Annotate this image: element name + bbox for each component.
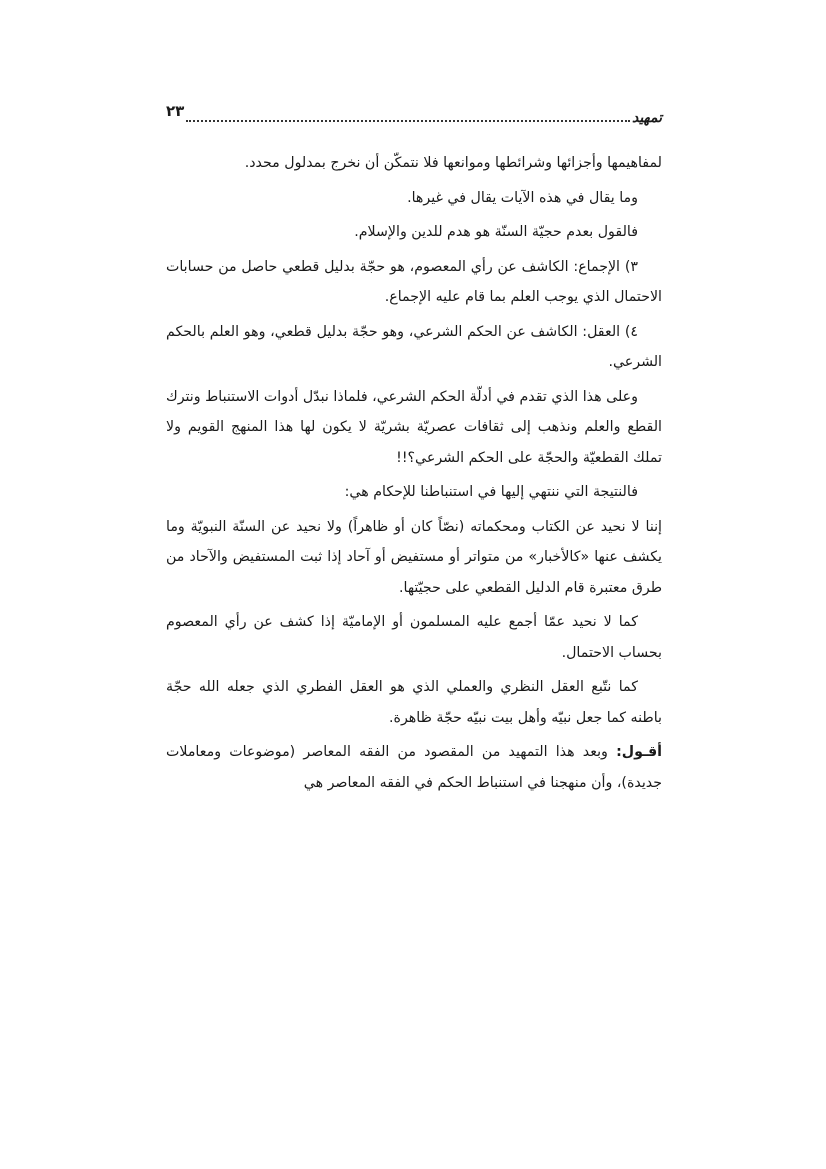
- paragraph: ٤) العقل: الكاشف عن الحكم الشرعي، وهو حجّة بدليل قطعي، وهو العلم بالحكم الشرعي.: [166, 323, 662, 370]
- paragraph: فالنتيجة التي ننتهي إليها في استنباطنا للإحكام هي:: [344, 484, 638, 500]
- paragraph: ٣) الإجماع: الكاشف عن رأي المعصوم، هو حجّة بدليل قطعي حاصل من حسابات الاحتمال الذي يوجب العلم بما قام عليه الإجماع.: [166, 258, 662, 305]
- paragraph: لمفاهيمها وأجزائها وشرائطها وموانعها فلا نتمكّن أن نخرج بمدلول محدد.: [244, 155, 662, 171]
- paragraph: كما لا نحيد عمّا أجمع عليه المسلمون أو الإماميّة إذا كشف عن رأي المعصوم بحساب الاحتمال.: [166, 614, 662, 661]
- page-number: ٢٣: [166, 102, 185, 120]
- paragraph: كما نتّبع العقل النظري والعملي الذي هو العقل الفطري الذي جعله الله حجّة باطنه كما جعل نبيّه وأهل بيت نبيّه حجّة ظاهرة.: [166, 679, 662, 726]
- paragraph: إننا لا نحيد عن الكتاب ومحكماته (نصّاً كان أو ظاهراً) ولا نحيد عن السنّة النبويّة وما يكشف عنها «كالأخبار» من متواتر أو مستفيض أو آحاد إذا ثبت المستفيض والآحاد من طرق معتبرة قام الدليل القطعي على حجيّتها.: [166, 518, 662, 596]
- header-dotted-leader: [186, 119, 630, 122]
- running-title: تمهيد: [631, 110, 662, 126]
- paragraph-lead: أقـول:: [616, 744, 662, 760]
- final-paragraph: [166, 737, 662, 798]
- paragraph-text: وبعد هذا التمهيد من المقصود من الفقه المعاصر (موضوعات ومعاملات جديدة)، وأن منهجنا في استنباط الحكم في الفقه المعاصر هي: [166, 744, 662, 791]
- body-text: [166, 148, 662, 802]
- paragraph: فالقول بعدم حجيّة السنّة هو هدم للدين والإسلام.: [354, 224, 638, 240]
- page-header: [166, 100, 662, 126]
- paragraph: وعلى هذا الذي تقدم في أدلّة الحكم الشرعي، فلماذا نبدّل أدوات الاستنباط ونترك القطع والعلم ونذهب إلى ثقافات عصريّة بشريّة لا يكون لها هذا المنهج القويم ولا تملك القطعيّة والحجّة على الحكم الشرعي؟!!: [166, 388, 662, 466]
- paragraph: وما يقال في هذه الآيات يقال في غيرها.: [407, 189, 638, 206]
